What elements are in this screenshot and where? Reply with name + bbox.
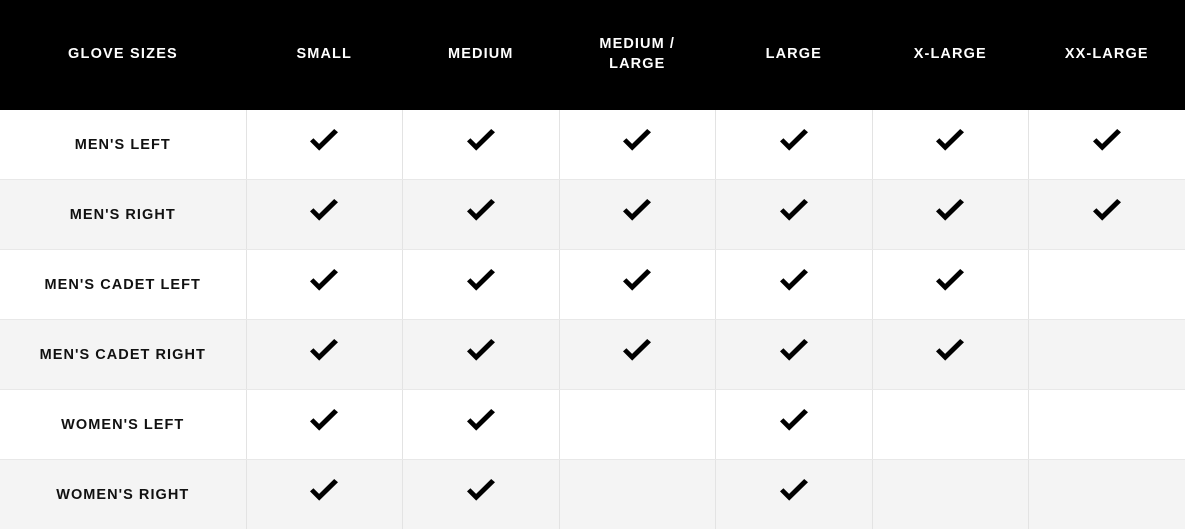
- empty-cell: [560, 424, 716, 425]
- availability-cell: [1029, 460, 1185, 529]
- availability-cell: [559, 180, 716, 250]
- check-icon: [307, 199, 341, 225]
- availability-cell: [246, 180, 403, 250]
- check-icon: [464, 339, 498, 365]
- availability-cell: [1029, 180, 1185, 250]
- table-row: [0, 320, 1185, 390]
- check-icon: [777, 479, 811, 505]
- availability-cell: [872, 390, 1029, 460]
- check-icon: [777, 409, 811, 435]
- check-icon: [464, 269, 498, 295]
- availability-cell: [1029, 390, 1185, 460]
- check-icon: [1090, 199, 1124, 225]
- empty-cell: [873, 494, 1029, 495]
- availability-cell: [559, 110, 716, 180]
- check-icon: [307, 409, 341, 435]
- table-row: [0, 180, 1185, 250]
- availability-cell: [716, 250, 873, 320]
- check-icon: [933, 339, 967, 365]
- row-label: WOMEN'S RIGHT: [0, 460, 246, 529]
- check-icon: [464, 479, 498, 505]
- availability-cell: [559, 390, 716, 460]
- availability-cell: [246, 320, 403, 390]
- check-icon: [777, 199, 811, 225]
- column-header-medium: MEDIUM: [403, 0, 560, 110]
- availability-cell: [403, 460, 560, 529]
- check-icon: [933, 269, 967, 295]
- availability-cell: [403, 390, 560, 460]
- column-header-glove-sizes: GLOVE SIZES: [0, 0, 246, 110]
- availability-cell: [246, 390, 403, 460]
- row-label: MEN'S CADET LEFT: [0, 250, 246, 320]
- availability-cell: [872, 110, 1029, 180]
- empty-cell: [873, 424, 1029, 425]
- header-row: [0, 0, 1185, 110]
- availability-cell: [872, 320, 1029, 390]
- availability-cell: [403, 180, 560, 250]
- availability-cell: [559, 250, 716, 320]
- check-icon: [620, 339, 654, 365]
- column-header-x-large: X-LARGE: [872, 0, 1029, 110]
- empty-cell: [1029, 424, 1185, 425]
- availability-cell: [403, 250, 560, 320]
- availability-cell: [872, 460, 1029, 529]
- check-icon: [464, 129, 498, 155]
- column-header-medium-large: MEDIUM / LARGE: [559, 0, 716, 110]
- availability-cell: [246, 110, 403, 180]
- table-body: [0, 110, 1185, 529]
- row-label: WOMEN'S LEFT: [0, 390, 246, 460]
- availability-cell: [1029, 110, 1185, 180]
- check-icon: [620, 129, 654, 155]
- availability-cell: [1029, 250, 1185, 320]
- availability-cell: [872, 250, 1029, 320]
- check-icon: [307, 479, 341, 505]
- row-label: MEN'S CADET RIGHT: [0, 320, 246, 390]
- check-icon: [777, 339, 811, 365]
- column-header-small: SMALL: [246, 0, 403, 110]
- availability-cell: [1029, 320, 1185, 390]
- table-row: [0, 460, 1185, 529]
- check-icon: [464, 409, 498, 435]
- check-icon: [777, 129, 811, 155]
- table-row: [0, 390, 1185, 460]
- check-icon: [933, 199, 967, 225]
- column-header-large: LARGE: [716, 0, 873, 110]
- check-icon: [307, 269, 341, 295]
- check-icon: [307, 129, 341, 155]
- check-icon: [933, 129, 967, 155]
- availability-cell: [872, 180, 1029, 250]
- empty-cell: [1029, 354, 1185, 355]
- availability-cell: [716, 180, 873, 250]
- check-icon: [1090, 129, 1124, 155]
- availability-cell: [403, 110, 560, 180]
- check-icon: [307, 339, 341, 365]
- table-row: [0, 110, 1185, 180]
- column-header-xx-large: XX-LARGE: [1029, 0, 1185, 110]
- empty-cell: [1029, 494, 1185, 495]
- check-icon: [620, 269, 654, 295]
- availability-cell: [716, 320, 873, 390]
- availability-cell: [559, 320, 716, 390]
- row-label: MEN'S RIGHT: [0, 180, 246, 250]
- empty-cell: [560, 494, 716, 495]
- availability-cell: [716, 110, 873, 180]
- check-icon: [620, 199, 654, 225]
- availability-cell: [246, 460, 403, 529]
- table-row: [0, 250, 1185, 320]
- check-icon: [777, 269, 811, 295]
- availability-cell: [716, 390, 873, 460]
- availability-cell: [559, 460, 716, 529]
- availability-cell: [716, 460, 873, 529]
- availability-cell: [246, 250, 403, 320]
- check-icon: [464, 199, 498, 225]
- table-header: [0, 0, 1185, 110]
- empty-cell: [1029, 284, 1185, 285]
- row-label: MEN'S LEFT: [0, 110, 246, 180]
- availability-cell: [403, 320, 560, 390]
